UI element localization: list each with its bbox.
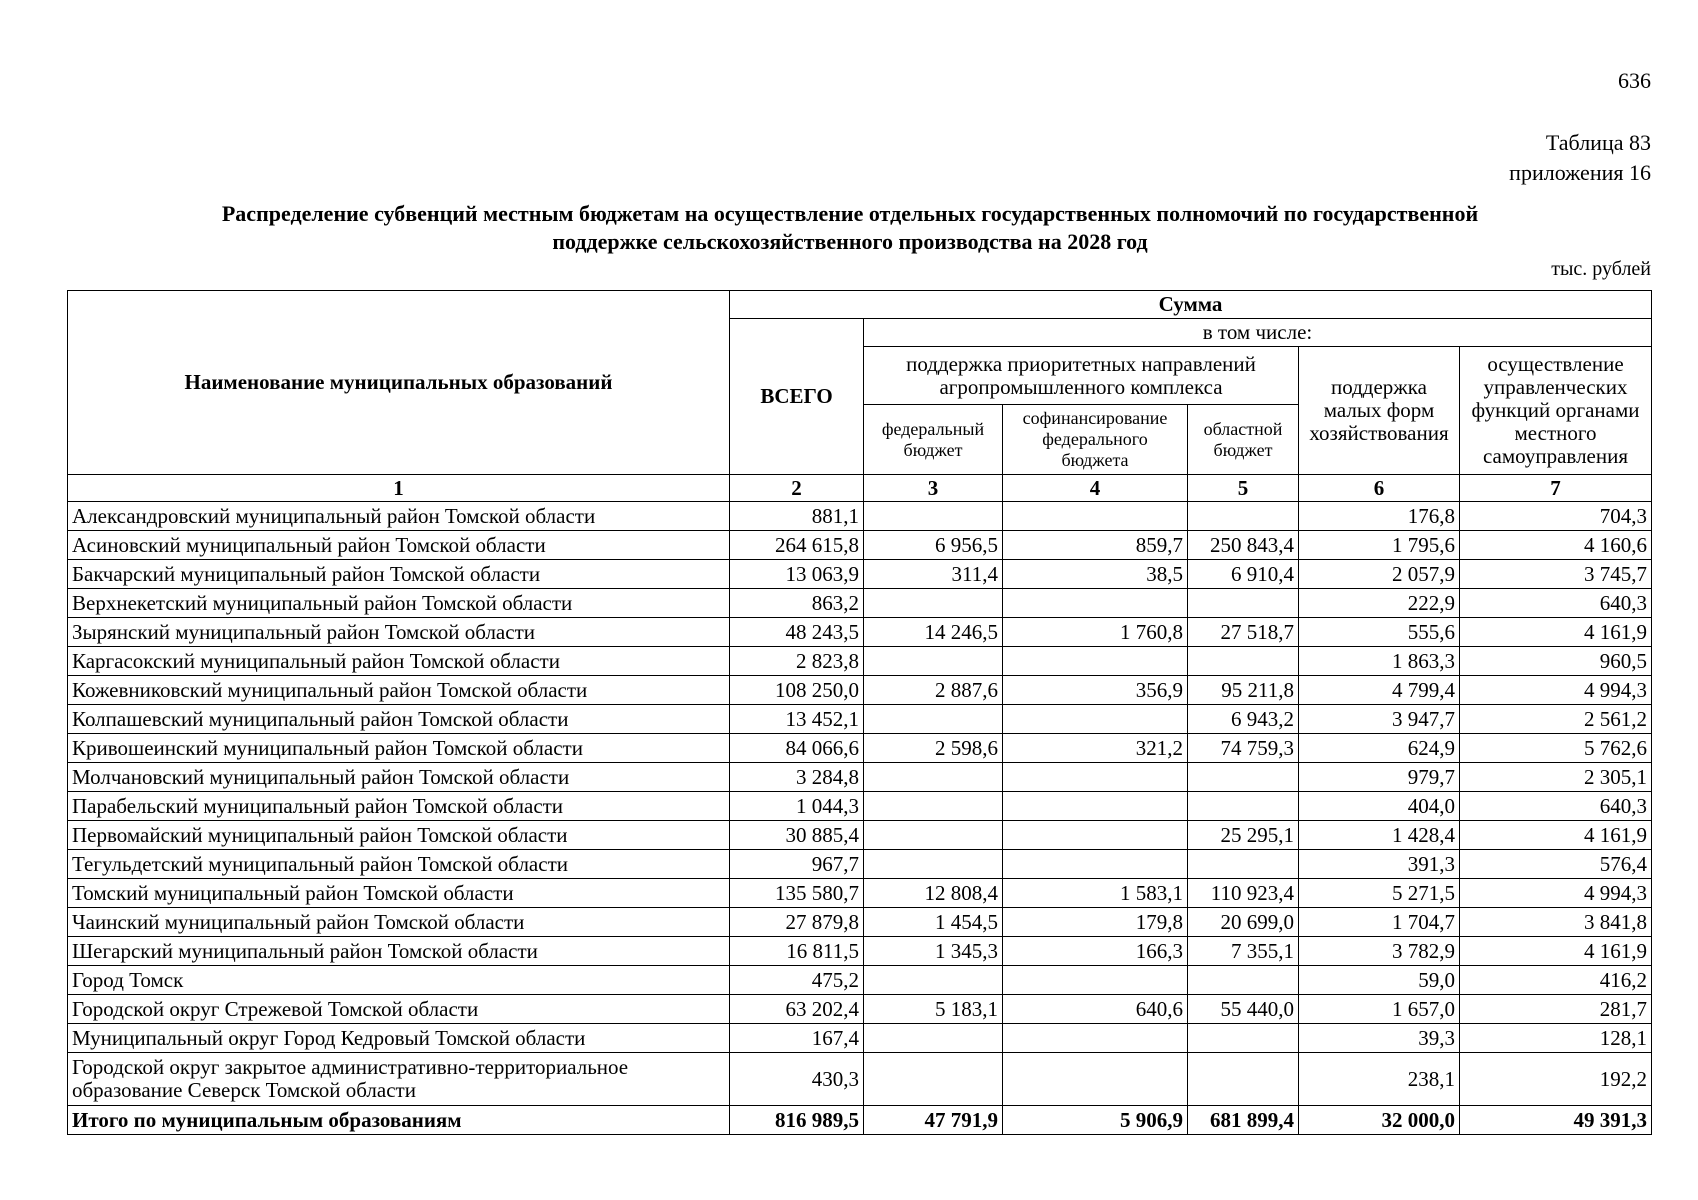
col-number-3: 3: [864, 475, 1003, 502]
table-row: [68, 763, 1652, 792]
row-cofinancing: [1003, 821, 1188, 850]
row-name: Асиновский муниципальный район Томской области: [68, 531, 730, 560]
row-small-forms: 222,9: [1299, 589, 1460, 618]
row-small-forms: 3 947,7: [1299, 705, 1460, 734]
row-management: 4 161,9: [1460, 821, 1652, 850]
row-total: 16 811,5: [730, 937, 864, 966]
row-cofinancing: [1003, 850, 1188, 879]
row-total: 13 063,9: [730, 560, 864, 589]
row-regional: 20 699,0: [1188, 908, 1299, 937]
header-including: в том числе:: [864, 319, 1652, 347]
row-small-forms: 59,0: [1299, 966, 1460, 995]
row-cofinancing: [1003, 1024, 1188, 1053]
table-row: [68, 821, 1652, 850]
header-cofinancing: софинансирование федерального бюджета: [1003, 405, 1188, 475]
row-cofinancing: 321,2: [1003, 734, 1188, 763]
row-management: 281,7: [1460, 995, 1652, 1024]
row-name: Чаинский муниципальный район Томской области: [68, 908, 730, 937]
row-small-forms: 391,3: [1299, 850, 1460, 879]
row-total: 84 066,6: [730, 734, 864, 763]
row-management: 192,2: [1460, 1053, 1652, 1106]
row-federal: [864, 1024, 1003, 1053]
row-name: Тегульдетский муниципальный район Томской области: [68, 850, 730, 879]
row-small-forms: 404,0: [1299, 792, 1460, 821]
row-name: Шегарский муниципальный район Томской области: [68, 937, 730, 966]
row-total: 63 202,4: [730, 995, 864, 1024]
row-cofinancing: [1003, 589, 1188, 618]
row-federal: 5 183,1: [864, 995, 1003, 1024]
table-row: [68, 676, 1652, 705]
row-cofinancing: [1003, 966, 1188, 995]
row-regional: 74 759,3: [1188, 734, 1299, 763]
totals-regional: 681 899,4: [1188, 1106, 1299, 1135]
row-cofinancing: [1003, 1053, 1188, 1106]
row-total: 27 879,8: [730, 908, 864, 937]
row-cofinancing: [1003, 705, 1188, 734]
table-row: [68, 647, 1652, 676]
totals-name: Итого по муниципальным образованиям: [68, 1106, 730, 1135]
row-regional: [1188, 502, 1299, 531]
table-row: [68, 705, 1652, 734]
table-row: [68, 502, 1652, 531]
table-ref-line2: приложения 16: [1509, 160, 1651, 185]
row-name: Каргасокский муниципальный район Томской области: [68, 647, 730, 676]
row-small-forms: 39,3: [1299, 1024, 1460, 1053]
header-small-forms: поддержка малых форм хозяйствования: [1299, 347, 1460, 475]
row-total: 30 885,4: [730, 821, 864, 850]
header-name: Наименование муниципальных образований: [68, 291, 730, 475]
header-management: осуществление управленческих функций органами местного самоуправления: [1460, 347, 1652, 475]
row-regional: 27 518,7: [1188, 618, 1299, 647]
col-number-6: 6: [1299, 475, 1460, 502]
row-total: 48 243,5: [730, 618, 864, 647]
row-name: Городской округ закрытое административно-территориальное образование Северск Томской области: [68, 1053, 730, 1106]
row-small-forms: 555,6: [1299, 618, 1460, 647]
row-management: 2 561,2: [1460, 705, 1652, 734]
totals-small-forms: 32 000,0: [1299, 1106, 1460, 1135]
row-regional: [1188, 966, 1299, 995]
totals-federal: 47 791,9: [864, 1106, 1003, 1135]
units-label: тыс. рублей: [1551, 258, 1651, 280]
row-cofinancing: 1 583,1: [1003, 879, 1188, 908]
table-row: [68, 734, 1652, 763]
row-cofinancing: 640,6: [1003, 995, 1188, 1024]
row-regional: [1188, 763, 1299, 792]
row-total: 1 044,3: [730, 792, 864, 821]
col-number-7: 7: [1460, 475, 1652, 502]
table-row: [68, 618, 1652, 647]
row-management: 4 994,3: [1460, 676, 1652, 705]
table-row: [68, 879, 1652, 908]
row-name: Парабельский муниципальный район Томской области: [68, 792, 730, 821]
header-federal: федеральный бюджет: [864, 405, 1003, 475]
row-name: Первомайский муниципальный район Томской области: [68, 821, 730, 850]
document-title: [60, 200, 1640, 256]
row-regional: [1188, 850, 1299, 879]
row-management: 416,2: [1460, 966, 1652, 995]
row-small-forms: 624,9: [1299, 734, 1460, 763]
table-row: [68, 908, 1652, 937]
row-total: 167,4: [730, 1024, 864, 1053]
row-name: Городской округ Стрежевой Томской области: [68, 995, 730, 1024]
row-regional: 110 923,4: [1188, 879, 1299, 908]
row-management: 640,3: [1460, 589, 1652, 618]
row-regional: [1188, 792, 1299, 821]
row-federal: [864, 502, 1003, 531]
row-regional: 95 211,8: [1188, 676, 1299, 705]
row-regional: [1188, 1024, 1299, 1053]
table-row: [68, 850, 1652, 879]
row-federal: [864, 763, 1003, 792]
row-federal: 14 246,5: [864, 618, 1003, 647]
row-management: 576,4: [1460, 850, 1652, 879]
row-name: Александровский муниципальный район Томской области: [68, 502, 730, 531]
table-reference: [1509, 128, 1651, 188]
row-small-forms: 1 428,4: [1299, 821, 1460, 850]
row-regional: 6 910,4: [1188, 560, 1299, 589]
row-cofinancing: 166,3: [1003, 937, 1188, 966]
row-total: 863,2: [730, 589, 864, 618]
row-management: 4 161,9: [1460, 937, 1652, 966]
row-name: Кривошеинский муниципальный район Томской области: [68, 734, 730, 763]
col-number-5: 5: [1188, 475, 1299, 502]
row-name: Муниципальный округ Город Кедровый Томской области: [68, 1024, 730, 1053]
row-cofinancing: 859,7: [1003, 531, 1188, 560]
table-row: [68, 937, 1652, 966]
row-name: Томский муниципальный район Томской области: [68, 879, 730, 908]
title-line1: Распределение субвенций местным бюджетам на осуществление отдельных государственных полномочий по государственной: [221, 201, 1479, 226]
row-federal: [864, 705, 1003, 734]
row-management: 5 762,6: [1460, 734, 1652, 763]
row-small-forms: 3 782,9: [1299, 937, 1460, 966]
row-federal: 2 598,6: [864, 734, 1003, 763]
row-management: 960,5: [1460, 647, 1652, 676]
row-name: Молчановский муниципальный район Томской области: [68, 763, 730, 792]
table-row: [68, 1024, 1652, 1053]
row-name: Кожевниковский муниципальный район Томской области: [68, 676, 730, 705]
row-regional: 250 843,4: [1188, 531, 1299, 560]
row-small-forms: 176,8: [1299, 502, 1460, 531]
row-total: 3 284,8: [730, 763, 864, 792]
table-body: [68, 502, 1652, 1106]
row-management: 2 305,1: [1460, 763, 1652, 792]
subvention-table: [67, 290, 1652, 1135]
row-small-forms: 238,1: [1299, 1053, 1460, 1106]
row-cofinancing: 1 760,8: [1003, 618, 1188, 647]
row-cofinancing: [1003, 647, 1188, 676]
table-row: [68, 792, 1652, 821]
header-summa: Сумма: [730, 291, 1652, 319]
row-cofinancing: [1003, 792, 1188, 821]
page-number: 636: [1618, 68, 1651, 93]
table-row: [68, 966, 1652, 995]
row-federal: 1 345,3: [864, 937, 1003, 966]
row-federal: [864, 589, 1003, 618]
header-regional: областной бюджет: [1188, 405, 1299, 475]
row-total: 2 823,8: [730, 647, 864, 676]
row-cofinancing: 38,5: [1003, 560, 1188, 589]
row-total: 967,7: [730, 850, 864, 879]
row-regional: 55 440,0: [1188, 995, 1299, 1024]
table-row: [68, 560, 1652, 589]
row-federal: [864, 821, 1003, 850]
row-federal: [864, 1053, 1003, 1106]
row-federal: 311,4: [864, 560, 1003, 589]
title-line2: поддержке сельскохозяйственного производства на 2028 год: [552, 229, 1148, 254]
table-row: [68, 1053, 1652, 1106]
row-total: 264 615,8: [730, 531, 864, 560]
row-small-forms: 4 799,4: [1299, 676, 1460, 705]
row-management: 3 745,7: [1460, 560, 1652, 589]
row-small-forms: 5 271,5: [1299, 879, 1460, 908]
row-small-forms: 1 863,3: [1299, 647, 1460, 676]
row-regional: [1188, 647, 1299, 676]
row-total: 881,1: [730, 502, 864, 531]
row-management: 4 161,9: [1460, 618, 1652, 647]
row-name: Зырянский муниципальный район Томской области: [68, 618, 730, 647]
table-row: [68, 531, 1652, 560]
totals-cofinancing: 5 906,9: [1003, 1106, 1188, 1135]
row-federal: 12 808,4: [864, 879, 1003, 908]
totals-management: 49 391,3: [1460, 1106, 1652, 1135]
row-federal: [864, 647, 1003, 676]
header-priority: поддержка приоритетных направлений агропромышленного комплекса: [864, 347, 1299, 405]
table-row: [68, 995, 1652, 1024]
row-small-forms: 1 657,0: [1299, 995, 1460, 1024]
row-total: 13 452,1: [730, 705, 864, 734]
row-small-forms: 2 057,9: [1299, 560, 1460, 589]
table-ref-line1: Таблица 83: [1545, 130, 1651, 155]
row-federal: [864, 850, 1003, 879]
row-federal: [864, 792, 1003, 821]
row-regional: [1188, 589, 1299, 618]
row-cofinancing: 179,8: [1003, 908, 1188, 937]
totals-row: [68, 1106, 1652, 1135]
row-federal: 6 956,5: [864, 531, 1003, 560]
row-name: Верхнекетский муниципальный район Томской области: [68, 589, 730, 618]
row-total: 430,3: [730, 1053, 864, 1106]
row-total: 135 580,7: [730, 879, 864, 908]
row-name: Бакчарский муниципальный район Томской области: [68, 560, 730, 589]
row-total: 108 250,0: [730, 676, 864, 705]
row-management: 3 841,8: [1460, 908, 1652, 937]
row-cofinancing: [1003, 763, 1188, 792]
row-management: 704,3: [1460, 502, 1652, 531]
row-federal: 2 887,6: [864, 676, 1003, 705]
row-name: Город Томск: [68, 966, 730, 995]
row-federal: [864, 966, 1003, 995]
col-number-1: 1: [68, 475, 730, 502]
row-small-forms: 1 795,6: [1299, 531, 1460, 560]
totals-total: 816 989,5: [730, 1106, 864, 1135]
row-management: 640,3: [1460, 792, 1652, 821]
col-number-2: 2: [730, 475, 864, 502]
row-cofinancing: 356,9: [1003, 676, 1188, 705]
row-name: Колпашевский муниципальный район Томской области: [68, 705, 730, 734]
row-total: 475,2: [730, 966, 864, 995]
row-regional: 25 295,1: [1188, 821, 1299, 850]
row-cofinancing: [1003, 502, 1188, 531]
row-regional: [1188, 1053, 1299, 1106]
row-management: 4 160,6: [1460, 531, 1652, 560]
row-regional: 7 355,1: [1188, 937, 1299, 966]
row-management: 4 994,3: [1460, 879, 1652, 908]
col-number-4: 4: [1003, 475, 1188, 502]
row-management: 128,1: [1460, 1024, 1652, 1053]
table-row: [68, 589, 1652, 618]
row-small-forms: 979,7: [1299, 763, 1460, 792]
row-regional: 6 943,2: [1188, 705, 1299, 734]
row-small-forms: 1 704,7: [1299, 908, 1460, 937]
header-total: ВСЕГО: [730, 319, 864, 475]
row-federal: 1 454,5: [864, 908, 1003, 937]
